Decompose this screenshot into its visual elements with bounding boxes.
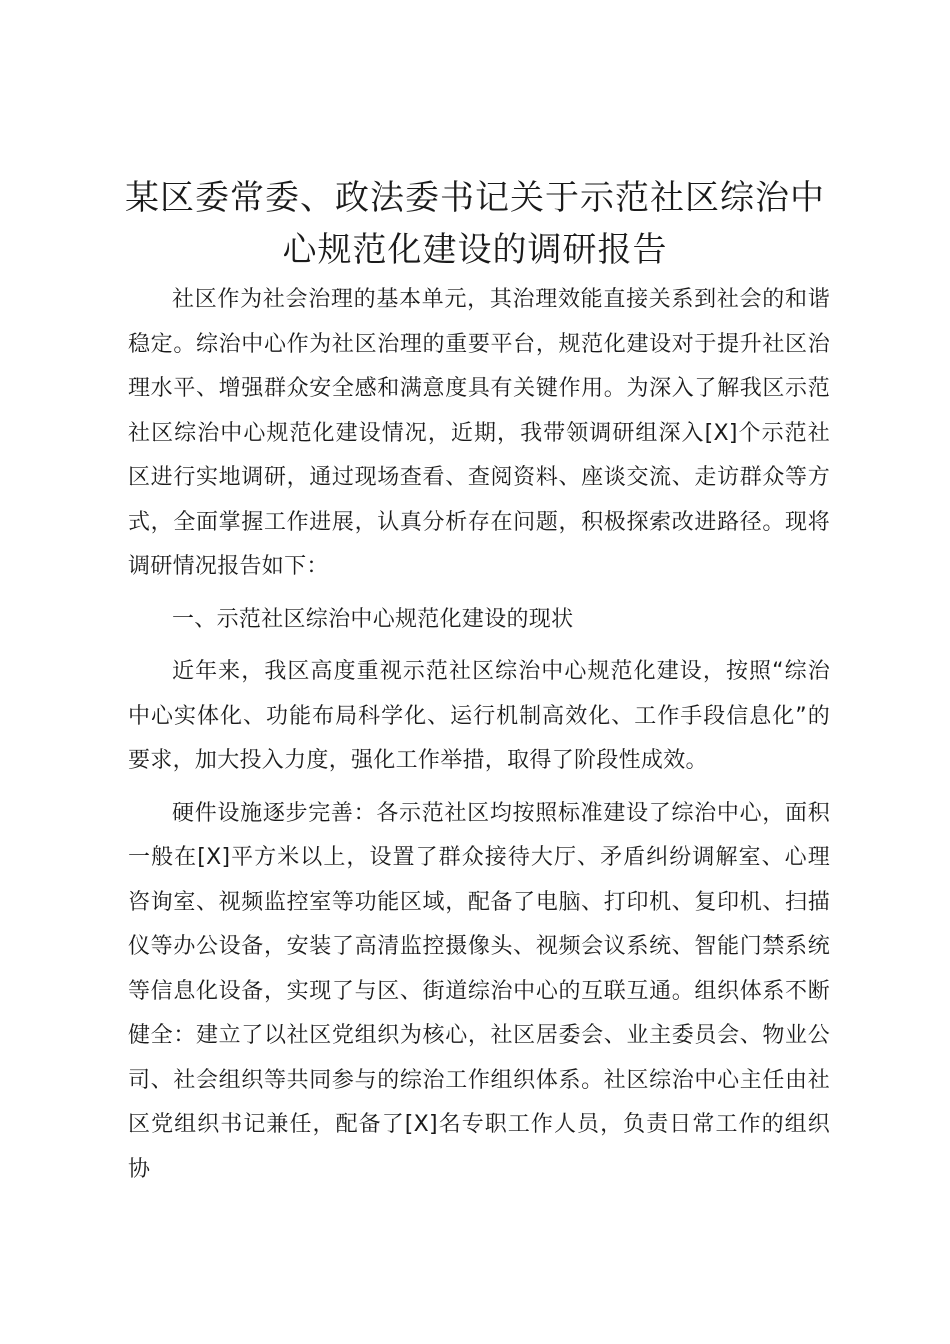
section-heading-current-status: 一、示范社区综治中心规范化建设的现状 [172, 606, 574, 632]
paragraph-intro: 社区作为社会治理的基本单元，其治理效能直接关系到社会的和谐稳定。综治中心作为社区治理的重要平台，规范化建设对于提升社区治理水平、增强群众安全感和满意度具有关键作用。为深入了解我区示范社区综治中心规范化建设情况，近期，我带领调研组深入[X]个示范社区进行实地调研，通过现场查看、查阅资料、座谈交流、走访群众等方式，全面掌握工作进展，认真分析存在问题，积极探索改进路径。现将调研情况报告如下： [128, 287, 830, 579]
document-body [128, 278, 830, 1200]
paragraph-overview: 近年来，我区高度重视示范社区综治中心规范化建设，按照“综治中心实体化、功能布局科学化、运行机制高效化、工作手段信息化”的要求，加大投入力度，强化工作举措，取得了阶段性成效。 [128, 659, 830, 773]
document-title: 某区委常委、政法委书记关于示范社区综治中心规范化建设的调研报告 [125, 178, 825, 270]
paragraph-hardware-and-organization: 硬件设施逐步完善：各示范社区均按照标准建设了综治中心，面积一般在[X]平方米以上，设置了群众接待大厅、矛盾纠纷调解室、心理咨询室、视频监控室等功能区域，配备了电脑、打印机、复印机、扫描仪等办公设备，安装了高清监控摄像头、视频会议系统、智能门禁系统等信息化设备，实现了与区、街道综治中心的互联互通。组织体系不断健全：建立了以社区党组织为核心，社区居委会、业主委员会、物业公司、社会组织等共同参与的综治工作组织体系。社区综治中心主任由社区党组织书记兼任，配备了[X]名专职工作人员，负责日常工作的组织协 [128, 800, 830, 1182]
